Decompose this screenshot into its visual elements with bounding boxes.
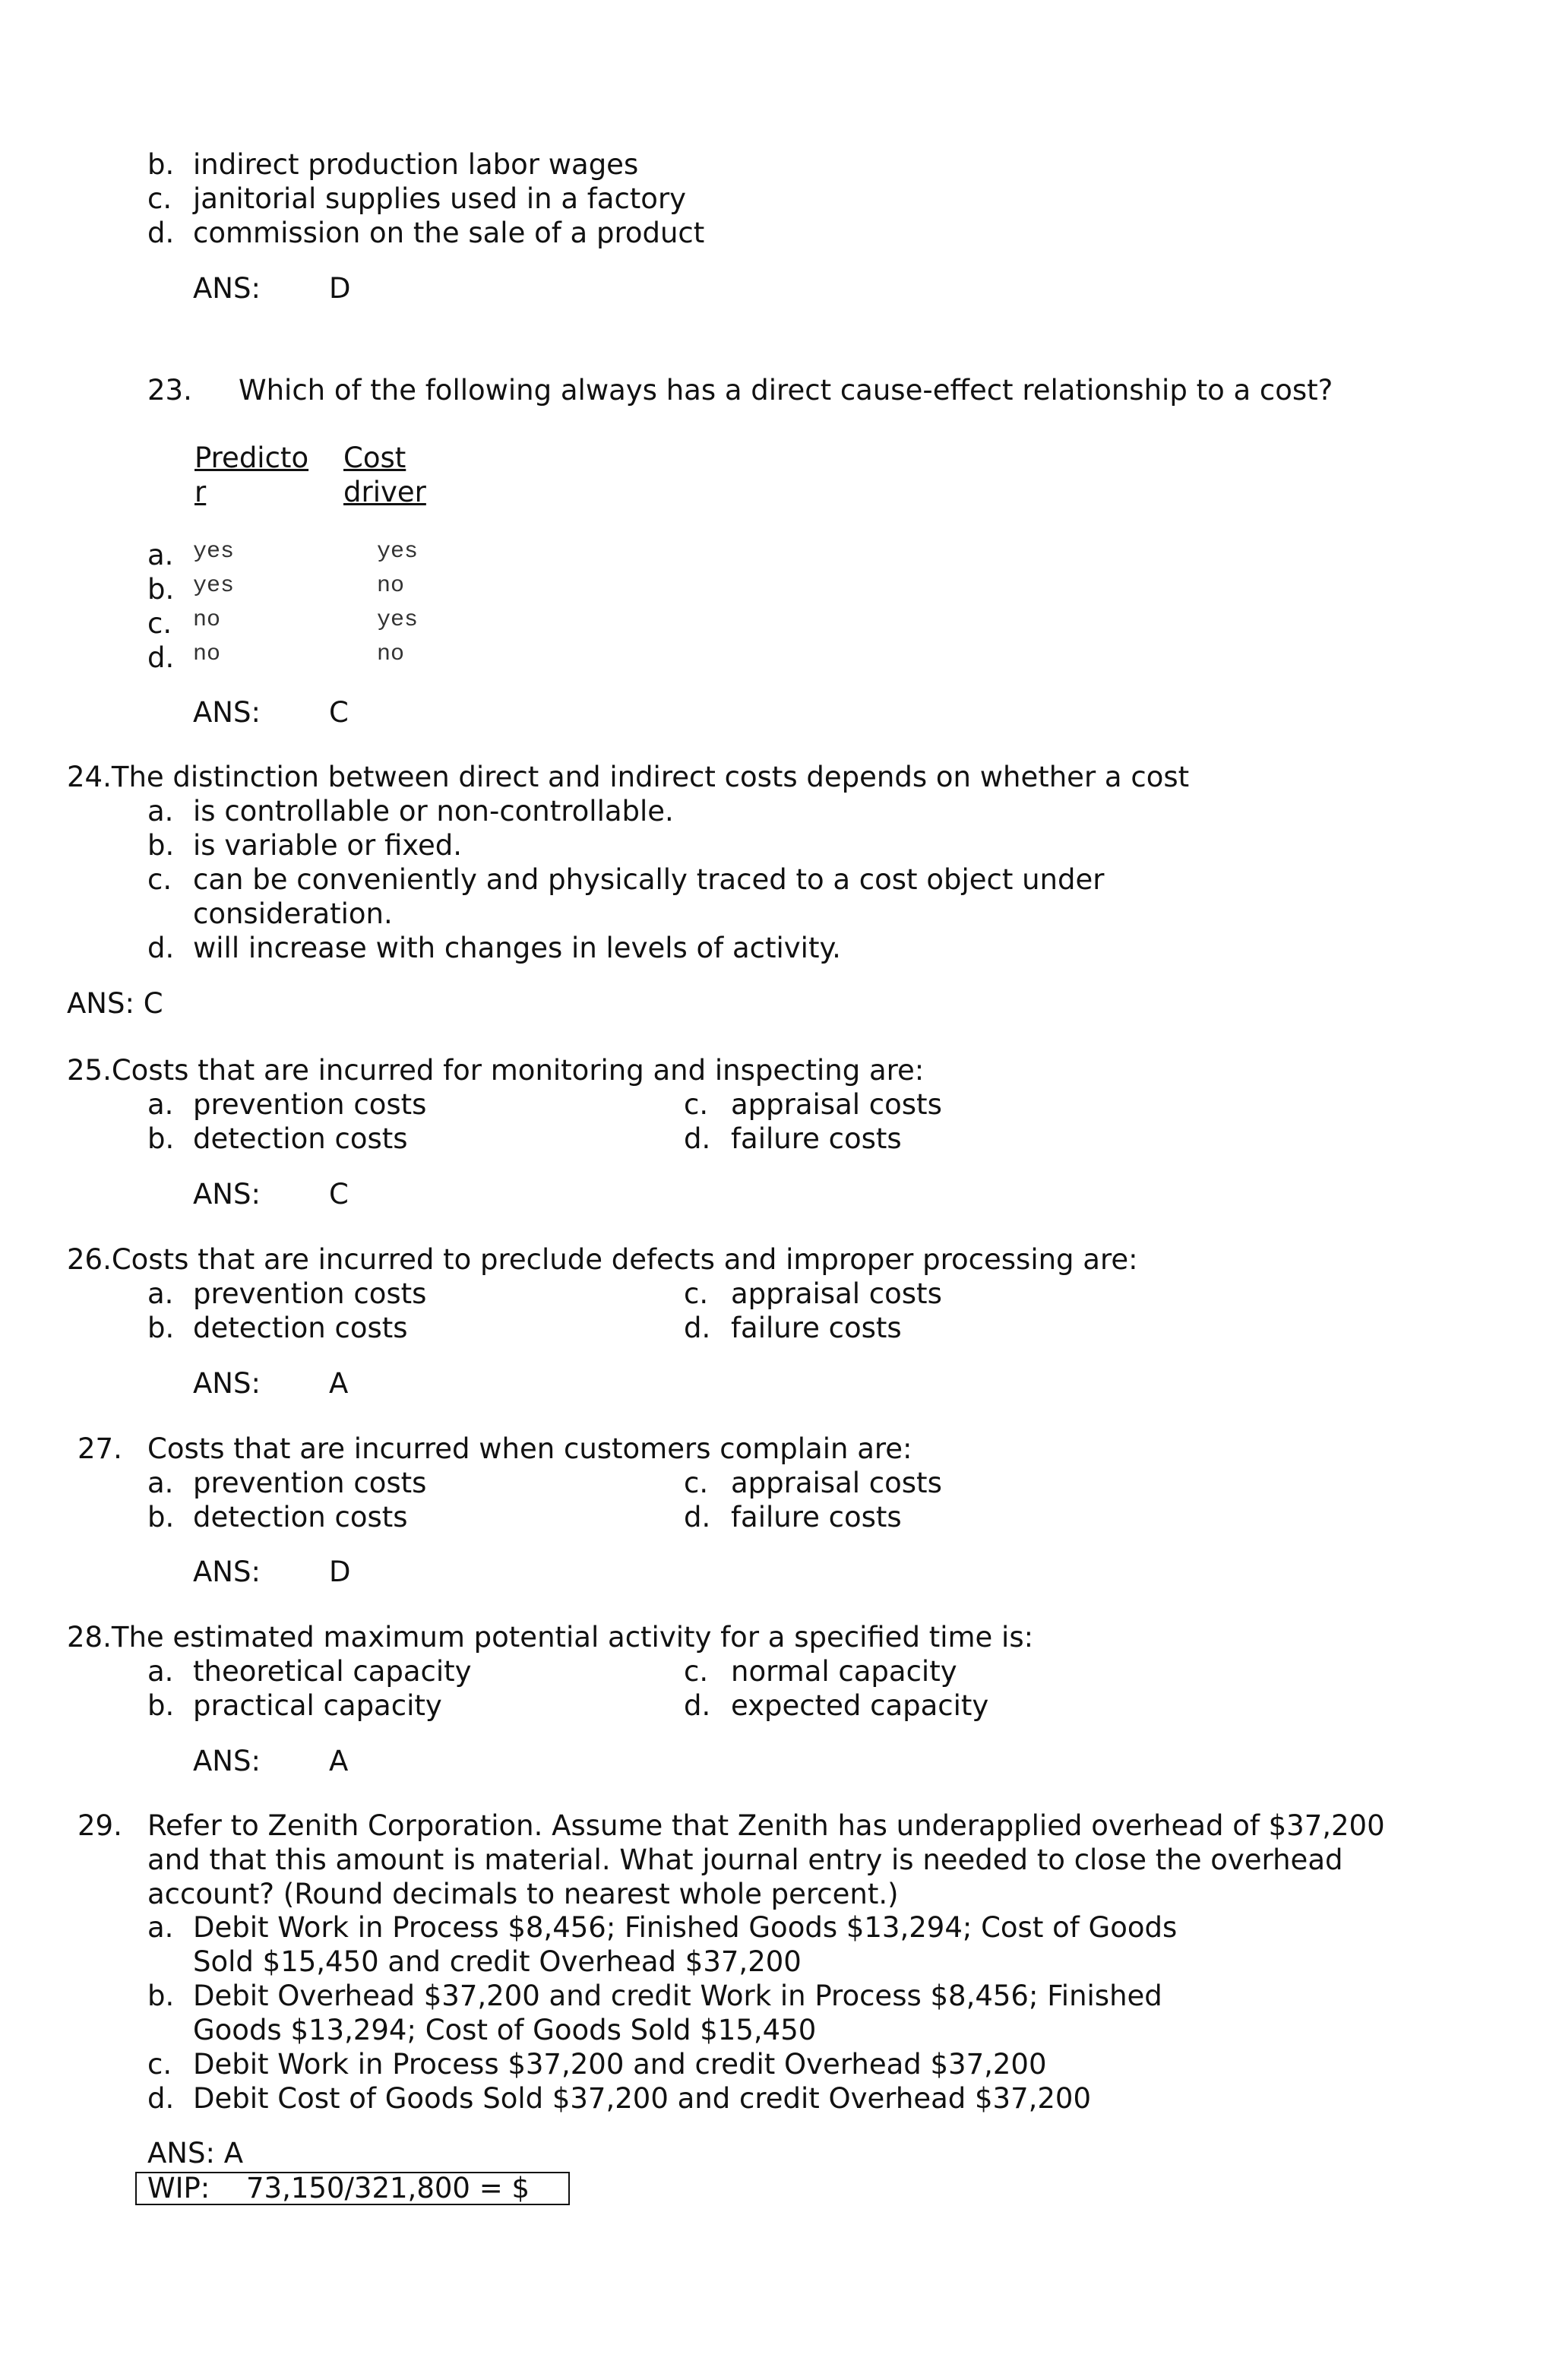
option-b-letter: b. bbox=[147, 148, 175, 181]
row-c-driver: yes bbox=[377, 607, 419, 633]
row-a-predictor: yes bbox=[193, 539, 235, 565]
option-d-letter: d. bbox=[684, 1501, 711, 1533]
option-a-text: is controllable or non-controllable. bbox=[193, 795, 674, 828]
option-c-text: appraisal costs bbox=[731, 1277, 942, 1310]
answer-value: A bbox=[329, 1745, 349, 1777]
question-stem: Costs that are incurred when customers complain are: bbox=[147, 1432, 912, 1465]
option-d-letter: d. bbox=[147, 217, 175, 249]
option-b-letter: b. bbox=[147, 1689, 175, 1722]
option-c-letter: c. bbox=[147, 182, 172, 215]
question-stem: 25.Costs that are incurred for monitoring and inspecting are: bbox=[67, 1054, 925, 1087]
row-d-driver: no bbox=[377, 641, 405, 667]
answer-label: ANS: bbox=[193, 1745, 261, 1777]
row-a-letter: a. bbox=[147, 539, 174, 571]
option-b-text: is variable or fixed. bbox=[193, 829, 463, 862]
option-c-text: appraisal costs bbox=[731, 1088, 942, 1121]
option-c-letter: c. bbox=[684, 1467, 709, 1499]
option-d-letter: d. bbox=[684, 1122, 711, 1155]
option-a-text: prevention costs bbox=[193, 1088, 427, 1121]
question-stem: Refer to Zenith Corporation. Assume that Zenith has underapplied overhead of $37,200 bbox=[147, 1809, 1385, 1842]
option-a-text: Debit Work in Process $8,456; Finished Goods $13,294; Cost of Goods bbox=[193, 1911, 1178, 1944]
option-a-letter: a. bbox=[147, 1088, 174, 1121]
option-b-letter: b. bbox=[147, 829, 175, 862]
option-a-letter: a. bbox=[147, 1911, 174, 1944]
answer-value: D bbox=[329, 272, 351, 305]
question-stem-cont: account? (Round decimals to nearest whole percent.) bbox=[147, 1878, 899, 1910]
row-b-letter: b. bbox=[147, 573, 175, 606]
option-a-letter: a. bbox=[147, 1467, 174, 1499]
answer-label: ANS: bbox=[193, 1178, 261, 1211]
option-d-text: failure costs bbox=[731, 1122, 902, 1155]
option-b-text: detection costs bbox=[193, 1501, 408, 1533]
option-a-text: theoretical capacity bbox=[193, 1655, 472, 1688]
column-header-predictor-cont: r bbox=[194, 476, 207, 508]
answer-label: ANS: bbox=[193, 1367, 261, 1400]
option-c-letter: c. bbox=[684, 1088, 709, 1121]
option-d-letter: d. bbox=[684, 1689, 711, 1722]
question-number: 27. bbox=[77, 1432, 122, 1465]
option-c-letter: c. bbox=[684, 1655, 709, 1688]
wip-calculation-box bbox=[135, 2172, 570, 2205]
answer-value: C bbox=[329, 696, 349, 729]
answer: ANS: A bbox=[147, 2137, 244, 2170]
answer-value: C bbox=[329, 1178, 349, 1211]
option-b-text: detection costs bbox=[193, 1312, 408, 1344]
column-header-cost-driver-cont: driver bbox=[343, 476, 426, 508]
option-b-letter: b. bbox=[147, 1501, 175, 1533]
answer: ANS: C bbox=[67, 987, 163, 1020]
wip-formula: 73,150/321,800 = $ bbox=[246, 2172, 530, 2204]
option-c-letter: c. bbox=[684, 1277, 709, 1310]
option-b-letter: b. bbox=[147, 1980, 175, 2012]
option-d-text: commission on the sale of a product bbox=[193, 217, 705, 249]
option-d-text: Debit Cost of Goods Sold $37,200 and credit Overhead $37,200 bbox=[193, 2082, 1092, 2115]
column-header-predictor: Predicto bbox=[194, 442, 309, 474]
question-stem: Which of the following always has a direct cause-effect relationship to a cost? bbox=[239, 374, 1333, 407]
option-a-text: prevention costs bbox=[193, 1277, 427, 1310]
answer-value: A bbox=[329, 1367, 349, 1400]
option-b-letter: b. bbox=[147, 1312, 175, 1344]
option-d-letter: d. bbox=[147, 2082, 175, 2115]
option-a-text-cont: Sold $15,450 and credit Overhead $37,200 bbox=[193, 1945, 802, 1978]
option-b-text-cont: Goods $13,294; Cost of Goods Sold $15,450 bbox=[193, 2014, 817, 2046]
option-d-letter: d. bbox=[684, 1312, 711, 1344]
option-d-text: failure costs bbox=[731, 1501, 902, 1533]
row-d-predictor: no bbox=[193, 641, 221, 667]
row-a-driver: yes bbox=[377, 539, 419, 565]
option-d-letter: d. bbox=[147, 932, 175, 964]
question-stem: 24.The distinction between direct and indirect costs depends on whether a cost bbox=[67, 761, 1190, 793]
question-stem: 28.The estimated maximum potential activity for a specified time is: bbox=[67, 1621, 1034, 1654]
row-c-predictor: no bbox=[193, 607, 221, 633]
option-c-text: normal capacity bbox=[731, 1655, 957, 1688]
option-c-text: Debit Work in Process $37,200 and credit Overhead $37,200 bbox=[193, 2048, 1047, 2081]
option-b-text: Debit Overhead $37,200 and credit Work in Process $8,456; Finished bbox=[193, 1980, 1162, 2012]
question-stem: 26.Costs that are incurred to preclude defects and improper processing are: bbox=[67, 1243, 1138, 1276]
option-c-letter: c. bbox=[147, 863, 172, 896]
row-d-letter: d. bbox=[147, 641, 175, 674]
option-b-text: detection costs bbox=[193, 1122, 408, 1155]
answer-label: ANS: bbox=[193, 1556, 261, 1588]
option-a-letter: a. bbox=[147, 1655, 174, 1688]
row-b-predictor: yes bbox=[193, 573, 235, 599]
row-c-letter: c. bbox=[147, 607, 172, 640]
option-a-letter: a. bbox=[147, 795, 174, 828]
option-b-text: practical capacity bbox=[193, 1689, 442, 1722]
option-b-text: indirect production labor wages bbox=[193, 148, 639, 181]
option-c-text: janitorial supplies used in a factory bbox=[193, 182, 687, 215]
option-a-letter: a. bbox=[147, 1277, 174, 1310]
option-c-letter: c. bbox=[147, 2048, 172, 2081]
column-header-cost-driver: Cost bbox=[343, 442, 406, 474]
question-number: 29. bbox=[77, 1809, 122, 1842]
option-c-text: appraisal costs bbox=[731, 1467, 942, 1499]
option-a-text: prevention costs bbox=[193, 1467, 427, 1499]
row-b-driver: no bbox=[377, 573, 405, 599]
answer-value: D bbox=[329, 1556, 351, 1588]
answer-label: ANS: bbox=[193, 696, 261, 729]
wip-label: WIP: bbox=[147, 2172, 210, 2204]
option-c-text-cont: consideration. bbox=[193, 897, 393, 930]
option-d-text: failure costs bbox=[731, 1312, 902, 1344]
option-b-letter: b. bbox=[147, 1122, 175, 1155]
question-stem-cont: and that this amount is material. What journal entry is needed to close the overhead bbox=[147, 1844, 1343, 1876]
option-d-text: will increase with changes in levels of activity. bbox=[193, 932, 841, 964]
option-c-text: can be conveniently and physically traced to a cost object under bbox=[193, 863, 1105, 896]
option-d-text: expected capacity bbox=[731, 1689, 989, 1722]
answer-label: ANS: bbox=[193, 272, 261, 305]
question-number: 23. bbox=[147, 374, 192, 407]
